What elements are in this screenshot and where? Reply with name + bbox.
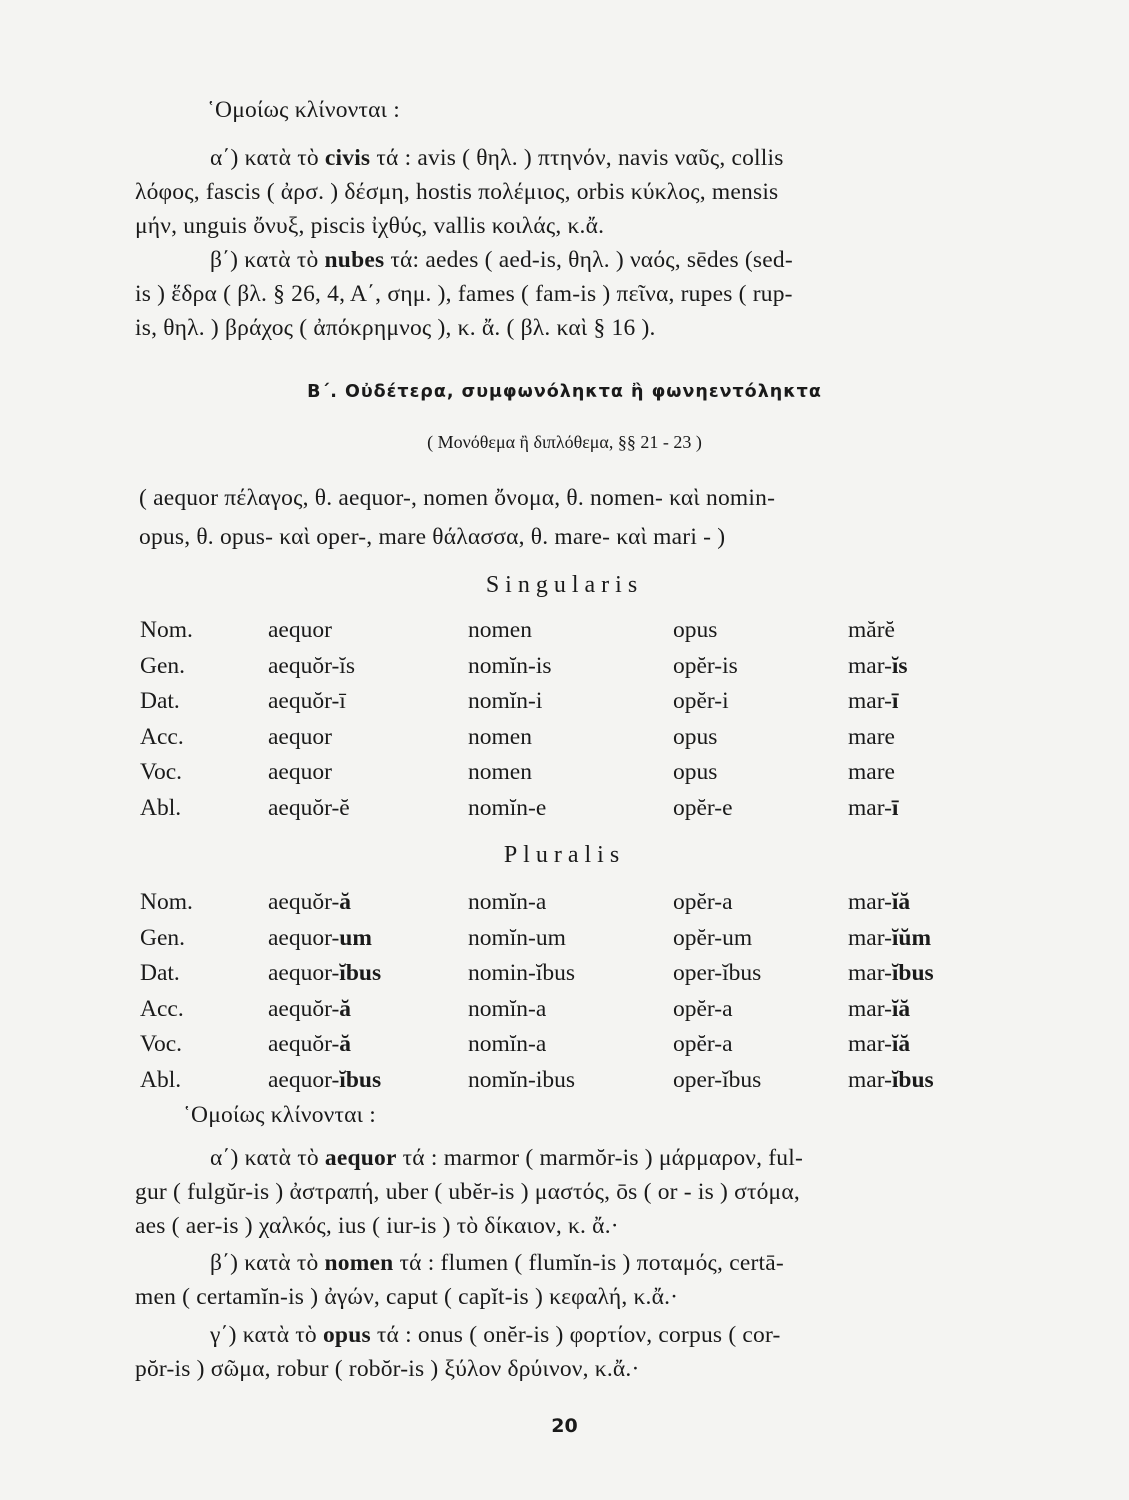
declined-form: aequŏr-ă xyxy=(268,889,352,916)
declined-form: mărĕ xyxy=(848,617,895,644)
declined-form: aequŏr-ī xyxy=(268,688,346,715)
case-label: Dat. xyxy=(140,688,180,715)
declined-form: mar-ĭs xyxy=(848,652,908,679)
declined-form: nomĭn-a xyxy=(468,889,547,916)
rule-alpha2-line-3: aes ( aer-is ) χαλκός, ius ( iur-is ) τὸ δίκαιον, κ. ἄ.· xyxy=(135,1213,619,1239)
themes-line-2: opus, θ. opus- καὶ oper-, mare θάλασσα, θ. mare- καὶ mari - ) xyxy=(139,524,726,550)
declined-form: mar-ĭbus xyxy=(848,1066,934,1093)
model-word: civis xyxy=(324,145,371,171)
model-word: opus xyxy=(322,1322,371,1348)
case-label: Nom. xyxy=(140,889,193,916)
declined-form: opus xyxy=(673,759,718,786)
model-word: nomen xyxy=(324,1250,394,1276)
declined-form: aequor xyxy=(268,723,332,750)
case-ending: ī xyxy=(891,794,899,821)
section-subheading: ( Μονόθεμα ἢ διπλόθεμα, §§ 21 - 23 ) xyxy=(427,432,702,452)
declined-form: opĕr-i xyxy=(673,688,729,715)
case-label: Voc. xyxy=(140,759,182,786)
rule-beta-nubes: β΄) κατὰ τὸ nubes τά: aedes ( aed-is, θηλ. ) ναός, sēdes (sed- xyxy=(210,247,793,273)
declined-form: nomĭn-a xyxy=(468,1031,547,1058)
declined-form: opĕr-a xyxy=(673,995,733,1022)
case-ending: um xyxy=(339,924,372,951)
case-ending: ĭŭm xyxy=(891,924,932,951)
declined-form: nomĭn-i xyxy=(468,688,543,715)
declined-form: mare xyxy=(848,759,895,786)
declined-form: nomin-ĭbus xyxy=(468,960,576,987)
declension-row xyxy=(140,1063,998,1099)
declined-form: aequor xyxy=(268,759,332,786)
case-ending: ĭbus xyxy=(891,960,934,987)
case-label: Abl. xyxy=(140,794,182,821)
declined-form: mar-ĭbus xyxy=(848,960,934,987)
declined-form: mar-ī xyxy=(848,688,899,715)
declined-form: opĕr-a xyxy=(673,1031,733,1058)
case-label: Dat. xyxy=(140,960,180,987)
declined-form: opĕr-a xyxy=(673,889,733,916)
singularis-table xyxy=(140,613,998,826)
case-ending: ĭbus xyxy=(891,1066,934,1093)
declined-form: aequŏr-ĭs xyxy=(268,652,355,679)
case-ending: ĭbus xyxy=(339,1066,382,1093)
case-label: Gen. xyxy=(140,924,186,951)
page-number: 20 xyxy=(551,1415,578,1437)
case-ending: ă xyxy=(339,995,352,1022)
case-label: Acc. xyxy=(140,995,184,1022)
declined-form: mare xyxy=(848,723,895,750)
model-word: aequor xyxy=(324,1145,397,1171)
declined-form: aequor-ĭbus xyxy=(268,1066,382,1093)
rule-gamma-line-2: pŏr-is ) σῶμα, robur ( robŏr-is ) ξύλον δρύινον, κ.ἄ.· xyxy=(135,1356,640,1382)
pluralis-table xyxy=(140,885,998,1098)
similar-declension-label-2: ῾Ομοίως κλίνονται : xyxy=(183,1102,376,1128)
declension-row xyxy=(140,992,998,1028)
declined-form: nomĭn-e xyxy=(468,794,547,821)
declined-form: mar-ĭă xyxy=(848,995,911,1022)
declined-form: opĕr-e xyxy=(673,794,733,821)
declension-row xyxy=(140,684,998,720)
case-label: Voc. xyxy=(140,1031,182,1058)
declined-form: nomĭn-a xyxy=(468,995,547,1022)
declined-form: aequor-um xyxy=(268,924,372,951)
declined-form: aequor xyxy=(268,617,332,644)
declension-row xyxy=(140,720,998,756)
declined-form: opus xyxy=(673,617,718,644)
declined-form: mar-ĭŭm xyxy=(848,924,932,951)
declined-form: mar-ĭă xyxy=(848,889,911,916)
declined-form: mar-ĭă xyxy=(848,1031,911,1058)
declined-form: nomĭn-um xyxy=(468,924,566,951)
declined-form: opĕr-is xyxy=(673,652,738,679)
case-ending: ĭă xyxy=(891,995,911,1022)
rule-beta2-line-2: men ( certamĭn-is ) ἀγών, caput ( capĭt-is ) κεφαλή, κ.ἄ.· xyxy=(135,1284,679,1310)
case-label: Abl. xyxy=(140,1066,182,1093)
similar-declension-label: ῾Ομοίως κλίνονται : xyxy=(207,97,400,123)
rule-gamma-opus: γ΄) κατὰ τὸ opus τά : onus ( onĕr-is ) φορτίον, corpus ( cor- xyxy=(210,1322,781,1348)
declension-row xyxy=(140,755,998,791)
case-label: Acc. xyxy=(140,723,184,750)
themes-line-1: ( aequor πέλαγος, θ. aequor-, nomen ὄνομα, θ. nomen- καὶ nomin- xyxy=(139,485,776,511)
rule-alpha2-line-2: gur ( fulgŭr-is ) ἀστραπή, uber ( ubĕr-is ) μαστός, ōs ( or - is ) στόμα, xyxy=(135,1179,800,1205)
rule-beta-line-2: is ) ἕδρα ( βλ. § 26, 4, Α΄, σημ. ), fames ( fam-is ) πεῖνα, rupes ( rup- xyxy=(135,281,793,307)
declined-form: nomen xyxy=(468,617,532,644)
pluralis-title: Pluralis xyxy=(503,842,626,868)
case-label: Gen. xyxy=(140,652,186,679)
case-label: Nom. xyxy=(140,617,193,644)
declined-form: mar-ī xyxy=(848,794,899,821)
declined-form: oper-ĭbus xyxy=(673,1066,762,1093)
case-ending: ī xyxy=(891,688,899,715)
declension-row xyxy=(140,921,998,957)
declined-form: aequŏr-ă xyxy=(268,995,352,1022)
rule-alpha-line-3: μήν, unguis ὄνυξ, piscis ἰχθύς, vallis κοιλάς, κ.ἄ. xyxy=(135,213,605,239)
model-word: nubes xyxy=(324,247,385,273)
singularis-title: Singularis xyxy=(485,572,644,598)
declined-form: nomĭn-is xyxy=(468,652,552,679)
declined-form: opĕr-um xyxy=(673,924,753,951)
rule-alpha-civis: α΄) κατὰ τὸ civis τά : avis ( θηλ. ) πτηνόν, navis ναῦς, collis xyxy=(210,145,784,171)
declension-row xyxy=(140,1027,998,1063)
declension-row xyxy=(140,956,998,992)
declined-form: nomen xyxy=(468,723,532,750)
declension-row xyxy=(140,613,998,649)
rule-alpha-line-2: λόφος, fascis ( ἀρσ. ) δέσμη, hostis πολέμιος, orbis κύκλος, mensis xyxy=(135,179,779,205)
rule-beta-line-3: is, θηλ. ) βράχος ( ἀπόκρημνος ), κ. ἄ. ( βλ. καὶ § 16 ). xyxy=(135,315,656,341)
declined-form: aequŏr-ă xyxy=(268,1031,352,1058)
section-heading: Β΄. Οὐδέτερα, συμφωνόληκτα ἢ φωνηεντόληκτα xyxy=(307,382,822,402)
declined-form: nomĭn-ibus xyxy=(468,1066,576,1093)
declension-row xyxy=(140,791,998,827)
rule-beta-nomen: β΄) κατὰ τὸ nomen τά : flumen ( flumĭn-is ) ποταμός, certā- xyxy=(210,1250,784,1276)
declined-form: aequŏr-ĕ xyxy=(268,794,350,821)
rule-alpha-aequor: α΄) κατὰ τὸ aequor τά : marmor ( marmŏr-is ) μάρμαρον, ful- xyxy=(210,1145,803,1171)
case-ending: ĭă xyxy=(891,1031,911,1058)
declined-form: nomen xyxy=(468,759,532,786)
case-ending: ă xyxy=(339,889,352,916)
declined-form: oper-ĭbus xyxy=(673,960,762,987)
declined-form: aequor-ĭbus xyxy=(268,960,382,987)
case-ending: ĭă xyxy=(891,889,911,916)
declension-row xyxy=(140,885,998,921)
case-ending: ĭs xyxy=(891,652,908,679)
case-ending: ă xyxy=(339,1031,352,1058)
case-ending: ĭbus xyxy=(339,960,382,987)
declension-row xyxy=(140,649,998,685)
declined-form: opus xyxy=(673,723,718,750)
